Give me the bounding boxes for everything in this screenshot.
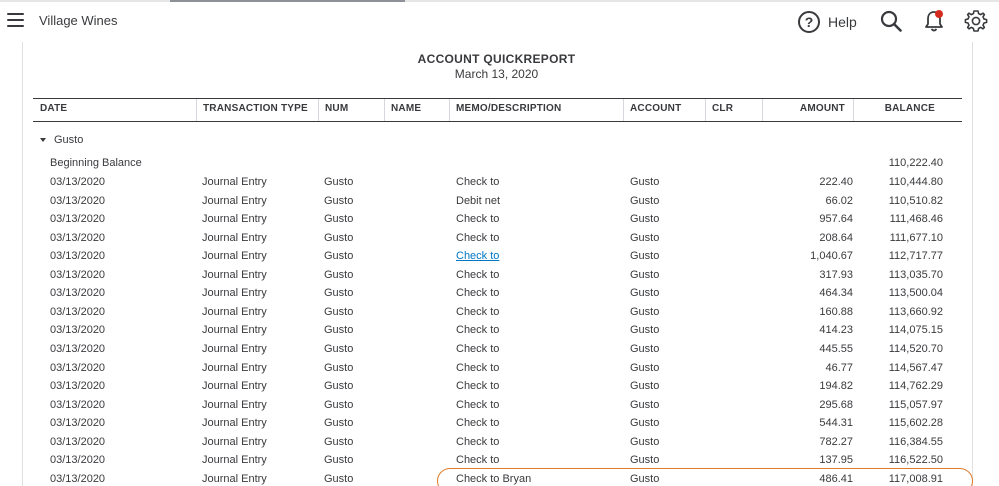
beginning-balance-value: 110,222.40 [888, 157, 943, 169]
row-balance: 114,762.29 [888, 380, 943, 392]
row-transaction-type[interactable]: Journal Entry [202, 176, 267, 188]
row-transaction-type[interactable]: Journal Entry [202, 213, 267, 225]
help-button[interactable] [798, 11, 857, 33]
row-account: Gusto [630, 380, 660, 392]
row-amount: 46.77 [825, 362, 853, 374]
row-transaction-type[interactable]: Journal Entry [202, 287, 267, 299]
row-account: Gusto [630, 306, 660, 318]
row-transaction-type[interactable]: Journal Entry [202, 473, 267, 485]
search-icon[interactable] [880, 10, 902, 32]
column-separator [705, 99, 706, 121]
row-memo: Check to [456, 232, 500, 244]
help-label: Help [828, 14, 857, 30]
row-date: 03/13/2020 [50, 306, 106, 318]
row-num: Gusto [324, 176, 354, 188]
row-transaction-type[interactable]: Journal Entry [202, 399, 267, 411]
row-amount: 295.68 [819, 399, 853, 411]
row-amount: 486.41 [819, 473, 853, 485]
top-bar [0, 0, 999, 42]
highlight-annotation [437, 468, 973, 486]
row-amount: 782.27 [819, 436, 853, 448]
row-transaction-type[interactable]: Journal Entry [202, 195, 267, 207]
row-balance: 113,660.92 [888, 306, 943, 318]
row-account: Gusto [630, 324, 660, 336]
header-divider [33, 121, 962, 122]
row-balance: 112,717.77 [888, 250, 943, 262]
row-memo: Debit net [456, 195, 501, 207]
row-num: Gusto [324, 269, 354, 281]
row-transaction-type[interactable]: Journal Entry [202, 343, 267, 355]
row-account: Gusto [630, 436, 660, 448]
row-num: Gusto [324, 436, 354, 448]
row-account: Gusto [630, 287, 660, 299]
row-amount: 208.64 [819, 232, 853, 244]
row-balance: 111,468.46 [889, 213, 943, 225]
row-account: Gusto [630, 176, 660, 188]
column-header-date[interactable]: DATE [40, 103, 68, 114]
row-memo: Check to [456, 343, 500, 355]
row-account: Gusto [630, 213, 660, 225]
row-amount: 544.31 [819, 417, 853, 429]
row-amount: 414.23 [819, 324, 853, 336]
company-name: Village Wines [39, 13, 118, 28]
row-transaction-type[interactable]: Journal Entry [202, 380, 267, 392]
column-header-transaction-type[interactable]: TRANSACTION TYPE [203, 103, 308, 114]
row-account: Gusto [630, 343, 660, 355]
row-num: Gusto [324, 417, 354, 429]
column-separator [384, 99, 385, 121]
beginning-balance-label: Beginning Balance [50, 157, 142, 169]
row-memo: Check to [456, 417, 500, 429]
row-date: 03/13/2020 [50, 324, 106, 336]
help-icon: ? [798, 11, 820, 33]
chevron-down-icon [40, 138, 46, 142]
row-memo: Check to [456, 213, 500, 225]
row-memo: Check to [456, 454, 500, 466]
row-memo: Check to [456, 176, 500, 188]
row-memo: Check to [456, 306, 500, 318]
column-separator [853, 99, 854, 121]
row-memo: Check to [456, 436, 500, 448]
column-header-balance[interactable]: BALANCE [884, 103, 935, 114]
row-account: Gusto [630, 399, 660, 411]
row-transaction-type[interactable]: Journal Entry [202, 250, 267, 262]
row-date: 03/13/2020 [50, 380, 106, 392]
row-date: 03/13/2020 [50, 454, 106, 466]
row-date: 03/13/2020 [50, 195, 106, 207]
column-header-amount[interactable]: AMOUNT [799, 103, 845, 114]
row-balance: 113,035.70 [888, 269, 943, 281]
column-header-memo[interactable]: MEMO/DESCRIPTION [456, 103, 562, 114]
row-balance: 117,008.91 [888, 473, 943, 485]
row-amount: 957.64 [819, 213, 853, 225]
row-date: 03/13/2020 [50, 399, 106, 411]
column-separator [762, 99, 763, 121]
row-amount: 464.34 [819, 287, 853, 299]
row-amount: 66.02 [825, 195, 853, 207]
row-memo: Check to [456, 287, 500, 299]
row-amount: 445.55 [819, 343, 853, 355]
row-num: Gusto [324, 380, 354, 392]
header-divider [33, 98, 962, 99]
column-header-name[interactable]: NAME [391, 103, 422, 114]
row-amount: 194.82 [819, 380, 853, 392]
row-balance: 116,522.50 [888, 454, 943, 466]
row-account: Gusto [630, 250, 660, 262]
row-account: Gusto [630, 473, 660, 485]
column-separator [196, 99, 197, 121]
row-amount: 317.93 [819, 269, 853, 281]
row-memo: Check to [456, 380, 500, 392]
active-tab-indicator [170, 0, 405, 2]
row-date: 03/13/2020 [50, 343, 106, 355]
row-date: 03/13/2020 [50, 269, 106, 281]
row-date: 03/13/2020 [50, 417, 106, 429]
row-memo: Check to Bryan [456, 473, 532, 485]
row-num: Gusto [324, 343, 354, 355]
row-balance: 113,500.04 [888, 287, 943, 299]
row-transaction-type[interactable]: Journal Entry [202, 306, 267, 318]
row-balance: 115,057.97 [888, 399, 943, 411]
row-num: Gusto [324, 250, 354, 262]
row-date: 03/13/2020 [50, 436, 106, 448]
row-date: 03/13/2020 [50, 213, 106, 225]
row-balance: 116,384.55 [888, 436, 943, 448]
row-account: Gusto [630, 232, 660, 244]
row-transaction-type[interactable]: Journal Entry [202, 417, 267, 429]
row-balance: 110,510.82 [888, 195, 943, 207]
column-separator [623, 99, 624, 121]
row-balance: 114,075.15 [888, 324, 943, 336]
row-memo: Check to [456, 269, 500, 281]
row-transaction-type[interactable]: Journal Entry [202, 324, 267, 336]
row-num: Gusto [324, 473, 354, 485]
row-num: Gusto [324, 454, 354, 466]
row-balance: 115,602.28 [888, 417, 943, 429]
row-balance: 114,520.70 [888, 343, 943, 355]
row-amount: 137.95 [819, 454, 853, 466]
row-num: Gusto [324, 306, 354, 318]
row-date: 03/13/2020 [50, 473, 106, 485]
row-date: 03/13/2020 [50, 362, 106, 374]
row-num: Gusto [324, 195, 354, 207]
row-transaction-type[interactable]: Journal Entry [202, 269, 267, 281]
column-header-clr[interactable]: CLR [712, 103, 734, 114]
column-separator [449, 99, 450, 121]
row-account: Gusto [630, 417, 660, 429]
row-num: Gusto [324, 324, 354, 336]
row-num: Gusto [324, 399, 354, 411]
row-account: Gusto [630, 362, 660, 374]
row-account: Gusto [630, 195, 660, 207]
report-date: March 13, 2020 [454, 67, 539, 81]
panel-border [22, 42, 23, 486]
row-balance: 114,567.47 [888, 362, 943, 374]
row-date: 03/13/2020 [50, 176, 106, 188]
row-num: Gusto [324, 287, 354, 299]
group-name: Gusto [54, 134, 84, 146]
panel-border [972, 42, 973, 486]
row-date: 03/13/2020 [50, 250, 106, 262]
column-header-account[interactable]: ACCOUNT [630, 103, 682, 114]
row-balance: 110,444.80 [888, 176, 943, 188]
settings-gear-icon[interactable] [964, 9, 988, 33]
row-account: Gusto [630, 269, 660, 281]
row-memo: Check to [456, 362, 500, 374]
row-num: Gusto [324, 362, 354, 374]
row-amount: 1,040.67 [810, 250, 853, 262]
row-date: 03/13/2020 [50, 232, 106, 244]
row-memo[interactable]: Check to [456, 250, 500, 262]
column-header-num[interactable]: NUM [325, 103, 349, 114]
row-transaction-type[interactable]: Journal Entry [202, 362, 267, 374]
top-border [0, 0, 999, 2]
row-amount: 222.40 [819, 176, 853, 188]
row-memo: Check to [456, 399, 500, 411]
notification-bell-icon[interactable] [923, 9, 945, 33]
row-transaction-type[interactable]: Journal Entry [202, 454, 267, 466]
report-title: ACCOUNT QUICKREPORT [417, 52, 576, 66]
row-transaction-type[interactable]: Journal Entry [202, 232, 267, 244]
row-num: Gusto [324, 232, 354, 244]
row-transaction-type[interactable]: Journal Entry [202, 436, 267, 448]
menu-icon[interactable] [7, 13, 24, 27]
row-num: Gusto [324, 213, 354, 225]
row-balance: 111,677.10 [889, 232, 943, 244]
column-separator [318, 99, 319, 121]
row-amount: 160.88 [819, 306, 853, 318]
row-memo: Check to [456, 324, 500, 336]
row-date: 03/13/2020 [50, 287, 106, 299]
group-toggle-gusto[interactable] [38, 134, 83, 146]
row-account: Gusto [630, 454, 660, 466]
